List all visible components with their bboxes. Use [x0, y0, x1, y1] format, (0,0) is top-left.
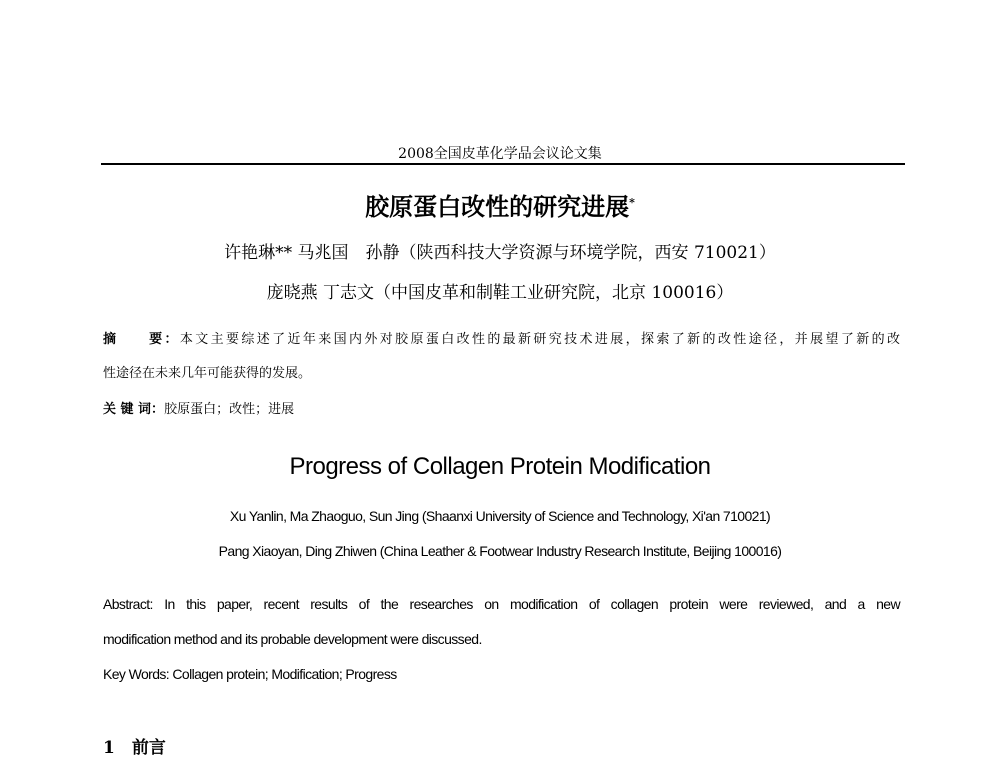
header-rule: [101, 163, 905, 165]
abstract-cn-label: 摘 要：: [103, 332, 180, 347]
abstract-en-label: Abstract:: [103, 596, 153, 612]
paper-title-en: Progress of Collagen Protein Modification: [289, 453, 711, 480]
keywords-en-text: Collagen protein; Modification; Progress: [172, 666, 397, 682]
abstract-cn-text-1: 本文主要综述了近年来国内外对胶原蛋白改性的最新研究技术进展，探索了新的改性途径，并展望了新的改: [179, 332, 900, 347]
section-heading-1: 1 前言: [103, 738, 166, 758]
paper-title: [0, 187, 1000, 222]
abstract-en-text-1: In this paper, recent results of the researches on modification of collagen protein were reviewed, and a new: [164, 596, 901, 612]
keywords-en-label: Key Words:: [103, 666, 170, 682]
abstract-en-line-2: modification method and its probable development were discussed.: [103, 631, 482, 647]
keywords-cn-text: 胶原蛋白；改性；进展: [164, 402, 295, 417]
authors-cn-line-2: 庞晓燕 丁志文（中国皮革和制鞋工业研究院，北京 100016）: [266, 283, 734, 303]
running-header: 2008全国皮革化学品会议论文集: [398, 146, 602, 162]
abstract-cn-line-2: 性途径在未来几年可能获得的发展。: [103, 366, 312, 381]
keywords-en: [103, 666, 397, 682]
title-footnote-mark: *: [629, 196, 635, 209]
authors-en-line-2: Pang Xiaoyan, Ding Zhiwen (China Leather & Footwear Industry Research Institute, Beijing 100016): [218, 543, 782, 559]
authors-cn-line-1: 许艳琳** 马兆国 孙静（陕西科技大学资源与环境学院，西安 710021）: [224, 243, 776, 263]
authors-en-line-1: Xu Yanlin, Ma Zhaoguo, Sun Jing (Shaanxi University of Science and Technology, Xi'an 710021): [229, 508, 771, 524]
keywords-cn-label: 关 键 词：: [103, 402, 165, 417]
abstract-en-line-1: [103, 596, 900, 612]
title-text: 胶原蛋白改性的研究进展: [365, 192, 630, 221]
abstract-cn-line-1: [103, 328, 900, 347]
keywords-cn: [103, 398, 294, 417]
